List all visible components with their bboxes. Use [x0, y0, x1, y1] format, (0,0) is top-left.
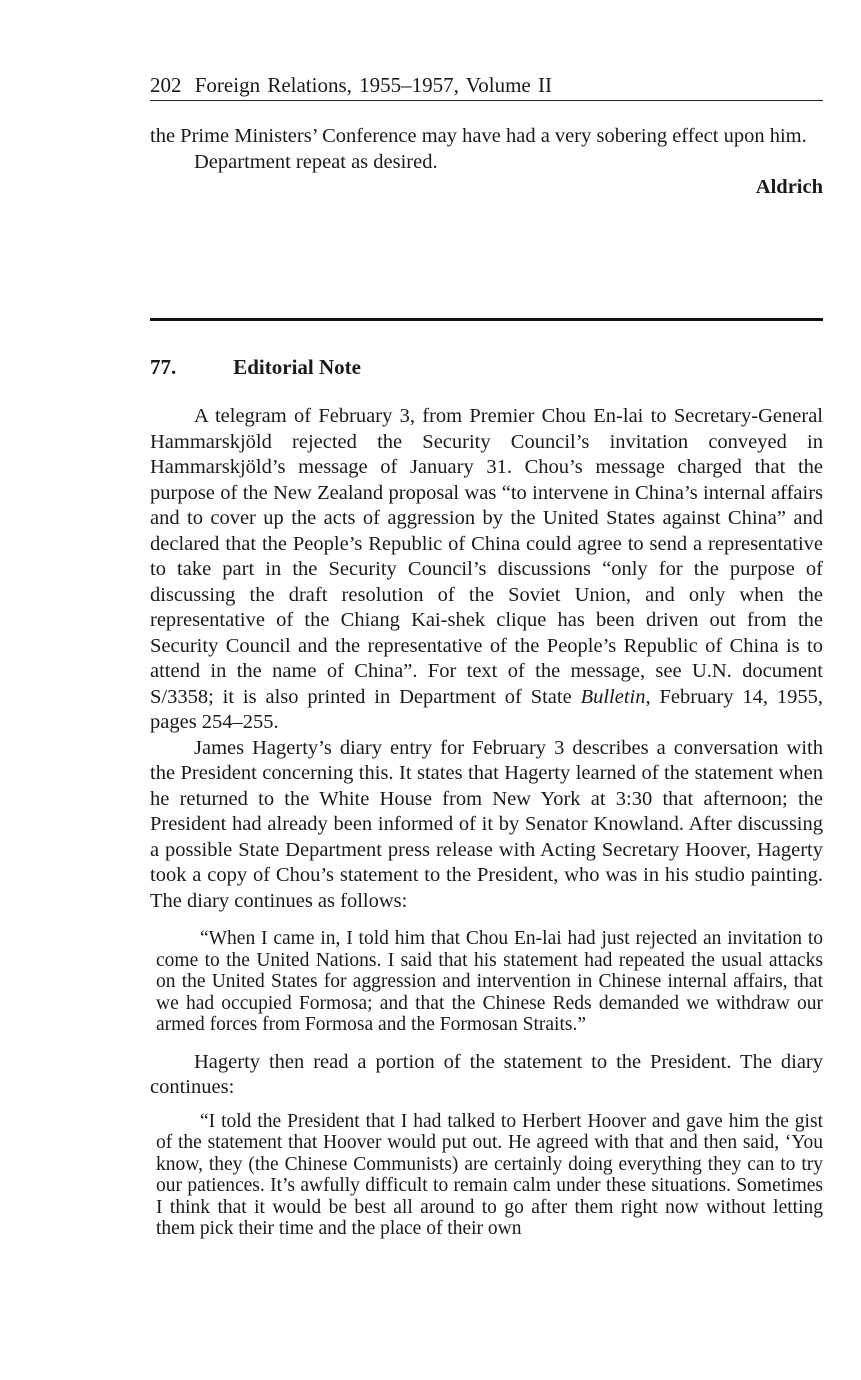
repeat-instruction: Department repeat as desired.	[194, 150, 438, 173]
editorial-paragraph-3: Hagerty then read a portion of the statement to the President. The diary continues:	[150, 1050, 823, 1098]
section-heading	[150, 354, 823, 380]
paragraph-text: February 14, 1955, pages 254–255.	[150, 685, 823, 733]
signature: Aldrich	[755, 176, 823, 198]
editorial-note-body	[150, 404, 823, 1240]
publication-title: Foreign Relations, 1955–1957, Volume II	[194, 73, 552, 97]
editorial-paragraph-2: James Hagerty’s diary entry for February 3 describes a conversation with the President concerning this. It states that Hagerty learned of the statement when he returned to the White House from New York at 3:30 that afternoon; the President had already been informed of it by Senator Knowland. After discussing a possible State Department press release with Acting Secretary Hoover, Hagerty took a copy of Chou’s statement to the President, who was in his studio painting. The diary continues as follows:	[150, 736, 823, 912]
continuation-paragraph: the Prime Ministers’ Conference may have had a very sobering effect upon him.	[150, 125, 807, 147]
telegram-continuation	[150, 124, 823, 201]
section-number: 77.	[150, 355, 177, 379]
diary-quote-2: “I told the President that I had talked to Herbert Hoover and gave him the gist of the statement that Hoover would put out. He agreed with that and then said, ‘You know, they (the Chinese Communists) are certainly doing everything they can to try our patiences. It’s awfully difficult to remain calm under these situations. Sometimes I think that it would be best all around to go after them right now without letting them pick their time and the place of their own	[156, 1110, 823, 1239]
running-header	[150, 72, 823, 101]
diary-quote-1: “When I came in, I told him that Chou En-lai had just rejected an invitation to come to the United Nations. I said that his statement had repeated the usual attacks on the United States for aggression and intervention in Chinese internal affairs, that we had occupied Formosa; and that the Chinese Reds demanded we withdraw our armed forces from Formosa and the Formosan Straits.”	[156, 928, 823, 1035]
page-number: 202	[150, 73, 182, 97]
bulletin-title: Bulletin,	[580, 685, 651, 708]
section-divider	[150, 318, 823, 321]
paragraph-text: A telegram of February 3, from Premier Chou En-lai to Secretary-General Hammarskjöld rejected the Security Council’s invitation conveyed in Hammarskjöld’s message of January 31. Chou’s message charged that the purpose of the New Zealand proposal was “to intervene in China’s internal affairs and to cover up the acts of aggression by the United States against China” and declared that the People’s Republic of China could agree to send a representative to take part in the Security Council’s discussions “only for the purpose of discussing the draft resolution of the Soviet Union, and only when the representative of the Chiang Kai-shek clique has been driven out from the Security Council and the representative of the People’s Republic of China is to attend in the name of China”. For text of the message, see U.N. document S/3358; it is also printed in Department of State	[150, 405, 823, 708]
section-title: Editorial Note	[233, 355, 361, 379]
editorial-paragraph-1	[150, 404, 823, 736]
